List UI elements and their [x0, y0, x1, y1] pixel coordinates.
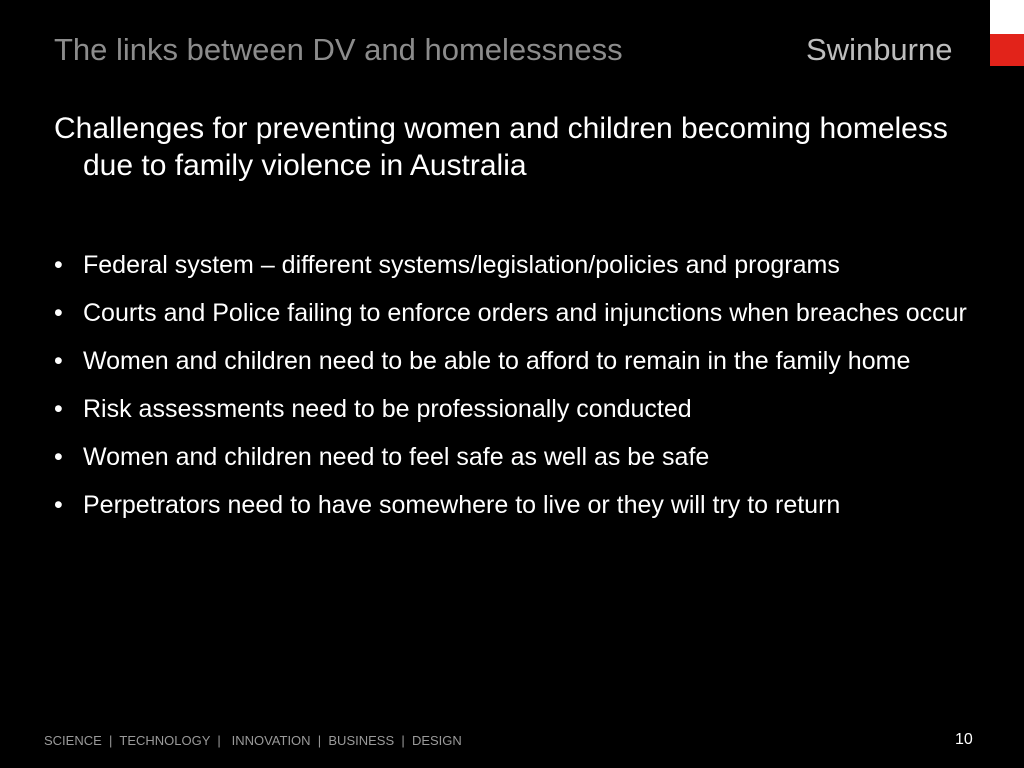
- bullet-item: [54, 298, 974, 328]
- bullet-text: Perpetrators need to have somewhere to live or they will try to return: [83, 491, 841, 519]
- bullet-text: Courts and Police failing to enforce orders and injunctions when breaches occur: [83, 299, 967, 327]
- bullet-item: [54, 250, 974, 280]
- bullet-list: [54, 250, 974, 538]
- slide-title: The links between DV and homelessness: [54, 32, 623, 67]
- bullet-item: [54, 442, 974, 472]
- bullet-icon: •: [54, 299, 63, 327]
- bullet-icon: •: [54, 443, 63, 471]
- bullet-item: [54, 490, 974, 520]
- logo-red-block: [990, 34, 1024, 66]
- brand-name: Swinburne: [806, 32, 953, 67]
- logo-white-block: [990, 0, 1024, 34]
- bullet-text: Women and children need to be able to afford to remain in the family home: [83, 347, 911, 375]
- bullet-icon: •: [54, 491, 63, 519]
- bullet-text: Women and children need to feel safe as well as be safe: [83, 443, 710, 471]
- bullet-icon: •: [54, 395, 63, 423]
- bullet-text: Risk assessments need to be professionally conducted: [83, 395, 692, 423]
- bullet-icon: •: [54, 251, 63, 279]
- slide-heading: Challenges for preventing women and children becoming homeless due to family violence in Australia: [54, 112, 948, 182]
- footer-nav: SCIENCE | TECHNOLOGY | INNOVATION | BUSINESS | DESIGN: [44, 733, 462, 748]
- bullet-icon: •: [54, 347, 63, 375]
- swinburne-logo: [990, 0, 1024, 66]
- page-number: 10: [955, 731, 973, 748]
- bullet-item: [54, 394, 974, 424]
- bullet-item: [54, 346, 974, 376]
- bullet-text: Federal system – different systems/legislation/policies and programs: [83, 251, 840, 279]
